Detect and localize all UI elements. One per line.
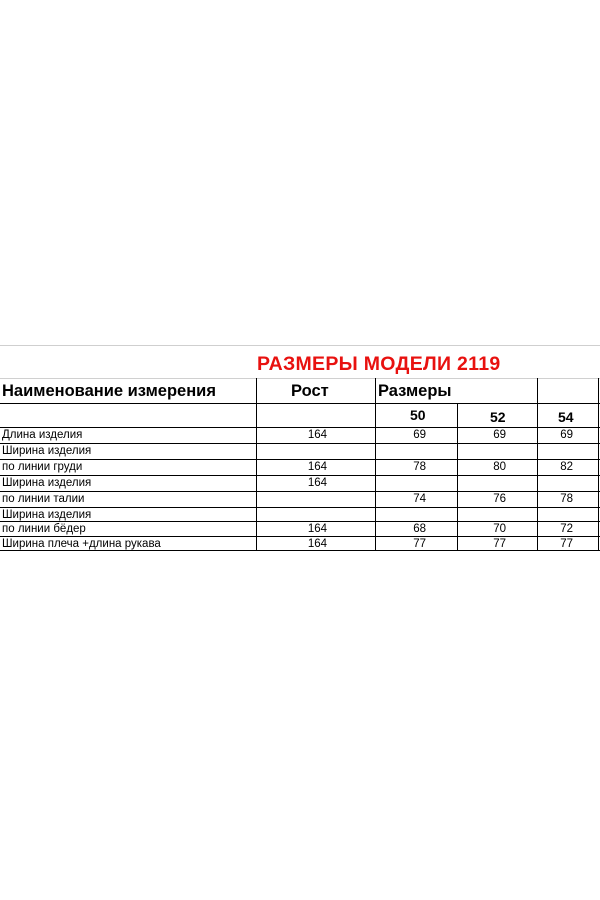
row-label: по линии бёдер [2,523,86,535]
row-size-54: 72 [560,523,573,535]
row-label: Ширина изделия [2,445,92,457]
row-size-52: 69 [493,429,506,441]
row-size-50: 69 [413,429,426,441]
grid-line [0,378,600,379]
table-row [0,459,600,475]
grid-line [0,403,600,404]
size-50: 50 [410,407,426,423]
row-height: 164 [307,429,327,441]
row-size-52: 70 [493,523,506,535]
row-size-50: 68 [413,523,426,535]
table-row [0,443,600,459]
row-height: 164 [307,538,327,550]
row-height: 164 [307,461,327,473]
header-measurement: Наименование измерения [2,382,216,400]
row-label: Ширина плеча +длина рукава [2,538,161,550]
row-size-54: 82 [560,461,573,473]
table-title: РАЗМЕРЫ МОДЕЛИ 2119 [257,353,501,375]
size-52: 52 [490,409,506,425]
row-label: Ширина изделия [2,509,92,521]
table-row [0,491,600,507]
header-height: Рост [291,382,329,400]
row-label: Длина изделия [2,429,83,441]
row-size-50: 77 [413,538,426,550]
table-row [0,427,600,443]
row-size-52: 77 [493,538,506,550]
table-row [0,475,600,491]
row-label: по линии талии [2,493,85,505]
row-size-54: 77 [560,538,573,550]
row-label: Ширина изделия [2,477,92,489]
size-54: 54 [558,409,574,425]
table-row [0,521,600,537]
grid-line [0,550,600,551]
row-size-54: 69 [560,429,573,441]
header-sizes: Размеры [378,382,452,400]
size-table [0,345,600,555]
row-size-52: 76 [493,493,506,505]
row-size-54: 78 [560,493,573,505]
row-size-52: 80 [493,461,506,473]
row-size-50: 74 [413,493,426,505]
row-size-50: 78 [413,461,426,473]
row-height: 164 [307,523,327,535]
grid-line [0,345,600,346]
row-height: 164 [307,477,327,489]
row-label: по линии груди [2,461,83,473]
